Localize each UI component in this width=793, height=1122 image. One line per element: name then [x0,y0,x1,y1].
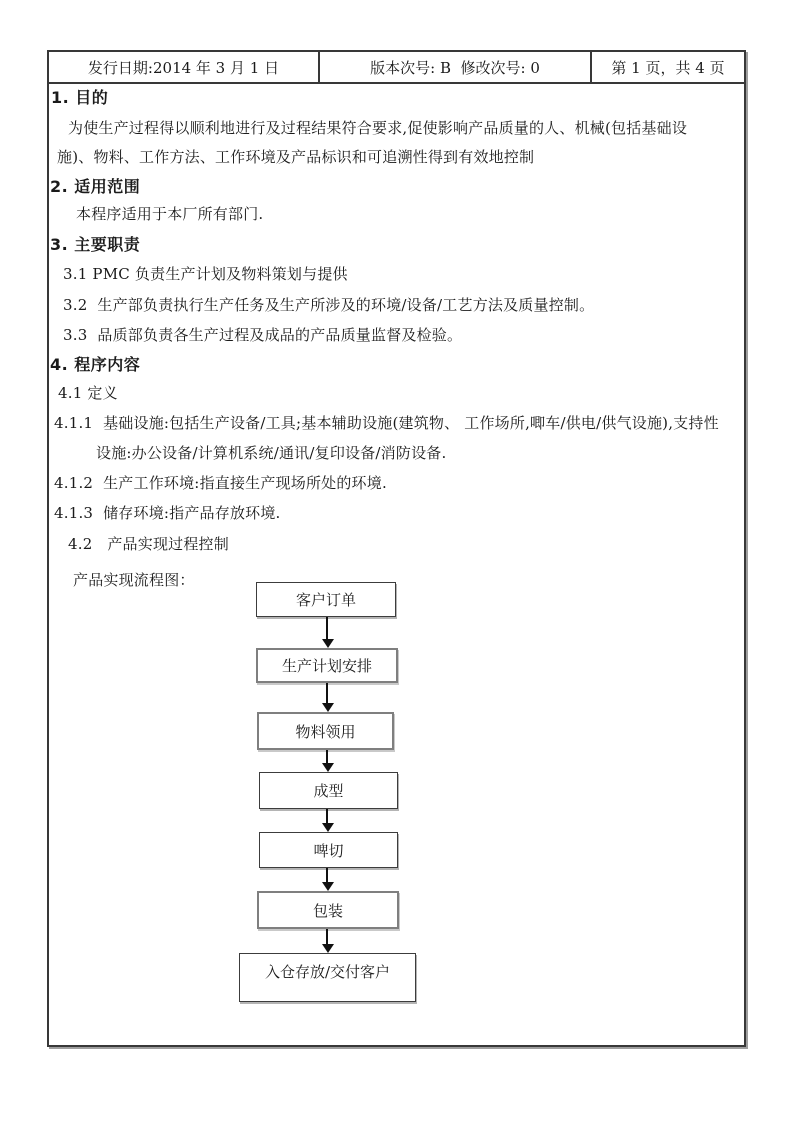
flow-step-label: 生产计划安排 [281,657,372,675]
flow-step-material-requisition [257,712,394,750]
section-2-body: 本程序适用于本厂所有部门. [76,205,264,223]
header-issue-date: 发行日期:2014 年 3 月 1 日 [49,52,320,82]
section-3-item-3: 3.3 品质部负责各生产过程及成品的产品质量监督及检验。 [63,326,463,344]
flow-step-label: 啤切 [313,841,344,860]
section-4-1-1-line-2: 设施:办公设备/计算机系统/通讯/复印设备/消防设备. [96,444,447,462]
section-4-1-2: 4.1.2 生产工作环境:指直接生产现场所处的环境. [54,474,387,492]
flow-step-packaging [257,891,399,929]
flow-arrow-down-icon [326,683,328,703]
section-2-title: 2. 适用范围 [50,177,141,196]
flow-arrow-down-icon [326,809,328,823]
flow-step-molding [259,772,398,809]
flow-step-label: 物料领用 [295,722,356,741]
section-3-title: 3. 主要职责 [50,235,141,254]
flow-step-production-planning [256,648,398,683]
section-4-1-3: 4.1.3 储存环境:指产品存放环境. [54,504,281,522]
document-header-row [49,52,744,84]
flow-step-label: 包装 [312,901,343,920]
section-1-title: 1. 目的 [51,88,109,107]
flow-step-warehouse-delivery [239,953,416,1002]
flow-step-label: 成型 [313,782,344,800]
section-4-1-heading: 4.1 定义 [58,384,118,402]
flow-arrow-down-icon [326,929,328,944]
section-1-body-line-1: 为使生产过程得以顺利地进行及过程结果符合要求,促使影响产品质量的人、机械(包括基础设 [68,119,688,137]
flowchart-label: 产品实现流程图： [73,571,195,589]
flow-arrow-down-icon [326,750,328,763]
flow-step-die-cutting [259,832,398,868]
section-3-item-1: 3.1 PMC 负责生产计划及物料策划与提供 [63,265,348,283]
header-page-number: 第 1 页，共 4 页 [611,58,725,77]
section-4-title: 4. 程序内容 [50,355,141,374]
section-1-body-line-2: 施)、物料、工作方法、工作环境及产品标识和可追溯性得到有效地控制 [57,148,535,166]
flow-step-label: 入仓存放/交付客户 [264,963,391,981]
flow-step-label: 客户订单 [295,591,356,609]
section-4-2-heading: 4.2 产品实现过程控制 [68,535,229,553]
section-4-1-1-line-1: 4.1.1 基础设施:包括生产设备/工具;基本辅助设施(建筑物、 工作场所,唧车/供电/供气设施),支持性 [54,414,719,432]
section-3-item-2: 3.2 生产部负责执行生产任务及生产所涉及的环境/设备/工艺方法及质量控制。 [63,296,595,314]
flow-arrow-down-icon [326,868,328,882]
header-version-revision: 版本次号: B 修改次号: 0 [320,52,592,82]
flow-arrow-down-icon [326,617,328,639]
flow-step-customer-order [256,582,396,617]
